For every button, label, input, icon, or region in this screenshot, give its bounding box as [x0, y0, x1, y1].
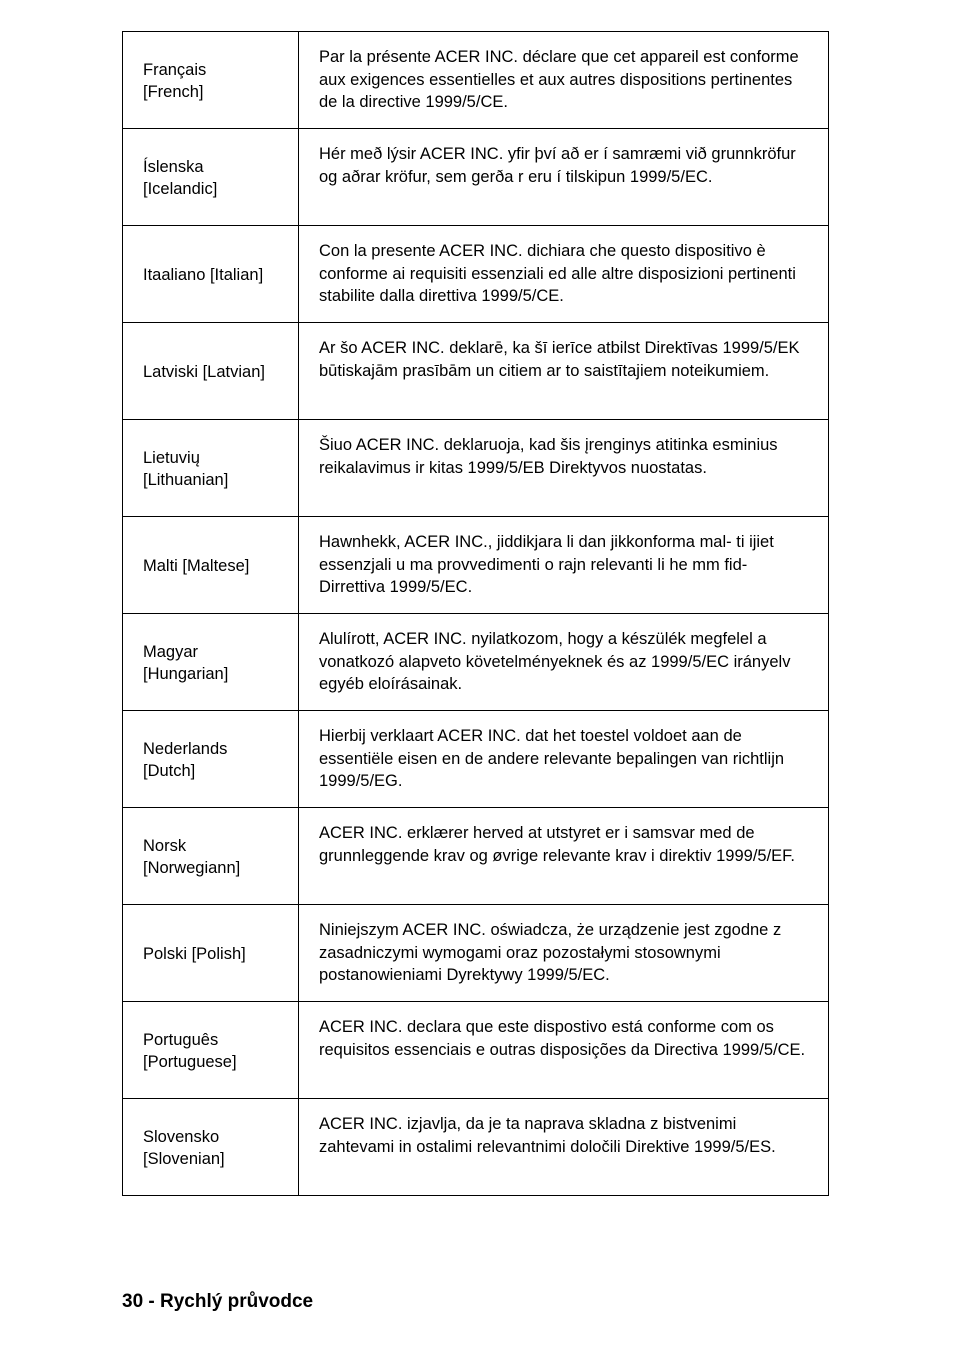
- declaration-text-cell: Niniejszym ACER INC. oświadcza, że urządzenie jest zgodne z zasadniczymi wymogami oraz pozostałymi stosownymi postanowieniami Dyrektywy 1999/5/EC.: [299, 905, 829, 1002]
- table-row: [123, 226, 829, 323]
- declaration-text-cell: ACER INC. izjavlja, da je ta naprava skladna z bistvenimi zahtevami in ostalimi relevantnimi določili Direktive 1999/5/ES.: [299, 1099, 829, 1196]
- declaration-table: [122, 31, 829, 1196]
- language-cell: Latviski [Latvian]: [123, 323, 299, 420]
- language-cell: Íslenska [Icelandic]: [123, 129, 299, 226]
- language-cell: Malti [Maltese]: [123, 517, 299, 614]
- language-cell: Polski [Polish]: [123, 905, 299, 1002]
- declaration-text-cell: Con la presente ACER INC. dichiara che questo dispositivo è conforme ai requisiti essenziali ed alle altre disposizioni pertinenti stabilite dalla direttiva 1999/5/CE.: [299, 226, 829, 323]
- table-row: [123, 1099, 829, 1196]
- declaration-text-cell: Par la présente ACER INC. déclare que cet appareil est conforme aux exigences essentielles et aux autres dispositions pertinentes de la directive 1999/5/CE.: [299, 32, 829, 129]
- table-row: [123, 517, 829, 614]
- language-cell: Nederlands [Dutch]: [123, 711, 299, 808]
- language-cell: Norsk [Norwegiann]: [123, 808, 299, 905]
- page-footer: 30 - Rychlý průvodce: [122, 1291, 314, 1312]
- declaration-text-cell: Ar šo ACER INC. deklarē, ka šī ierīce atbilst Direktīvas 1999/5/EK būtiskajām prasībām un citiem ar to saistītajiem noteikumiem.: [299, 323, 829, 420]
- table-row: [123, 420, 829, 517]
- declaration-text-cell: Šiuo ACER INC. deklaruoja, kad šis įrenginys atitinka esminius reikalavimus ir kitas 1999/5/EB Direktyvos nuostatas.: [299, 420, 829, 517]
- table-row: [123, 614, 829, 711]
- table-row: [123, 32, 829, 129]
- language-cell: Itaaliano [Italian]: [123, 226, 299, 323]
- language-cell: Português [Portuguese]: [123, 1002, 299, 1099]
- declaration-text-cell: ACER INC. declara que este dispostivo está conforme com os requisitos essenciais e outras disposições da Directiva 1999/5/CE.: [299, 1002, 829, 1099]
- table-row: [123, 1002, 829, 1099]
- declaration-table-body: [123, 32, 829, 1196]
- declaration-text-cell: ACER INC. erklærer herved at utstyret er i samsvar med de grunnleggende krav og øvrige relevante krav i direktiv 1999/5/EF.: [299, 808, 829, 905]
- language-cell: Magyar [Hungarian]: [123, 614, 299, 711]
- declaration-text-cell: Hawnhekk, ACER INC., jiddikjara li dan jikkonforma mal- ti ijiet essenzjali u ma provvedimenti o rajn relevanti li he mm fid-Dirrettiva 1999/5/EC.: [299, 517, 829, 614]
- language-cell: Français [French]: [123, 32, 299, 129]
- table-row: [123, 711, 829, 808]
- declaration-text-cell: Alulírott, ACER INC. nyilatkozom, hogy a készülék megfelel a vonatkozó alapveto követelményeknek és az 1999/5/EC irányelv egyéb eloírásainak.: [299, 614, 829, 711]
- table-row: [123, 905, 829, 1002]
- table-row: [123, 129, 829, 226]
- language-cell: Slovensko [Slovenian]: [123, 1099, 299, 1196]
- language-cell: Lietuvių [Lithuanian]: [123, 420, 299, 517]
- declaration-text-cell: Hierbij verklaart ACER INC. dat het toestel voldoet aan de essentiële eisen en de andere relevante bepalingen van richtlijn 1999/5/EG.: [299, 711, 829, 808]
- table-row: [123, 323, 829, 420]
- declaration-text-cell: Hér með lýsir ACER INC. yfir því að er í samræmi við grunnkröfur og aðrar kröfur, sem gerða r eru í tilskipun 1999/5/EC.: [299, 129, 829, 226]
- table-row: [123, 808, 829, 905]
